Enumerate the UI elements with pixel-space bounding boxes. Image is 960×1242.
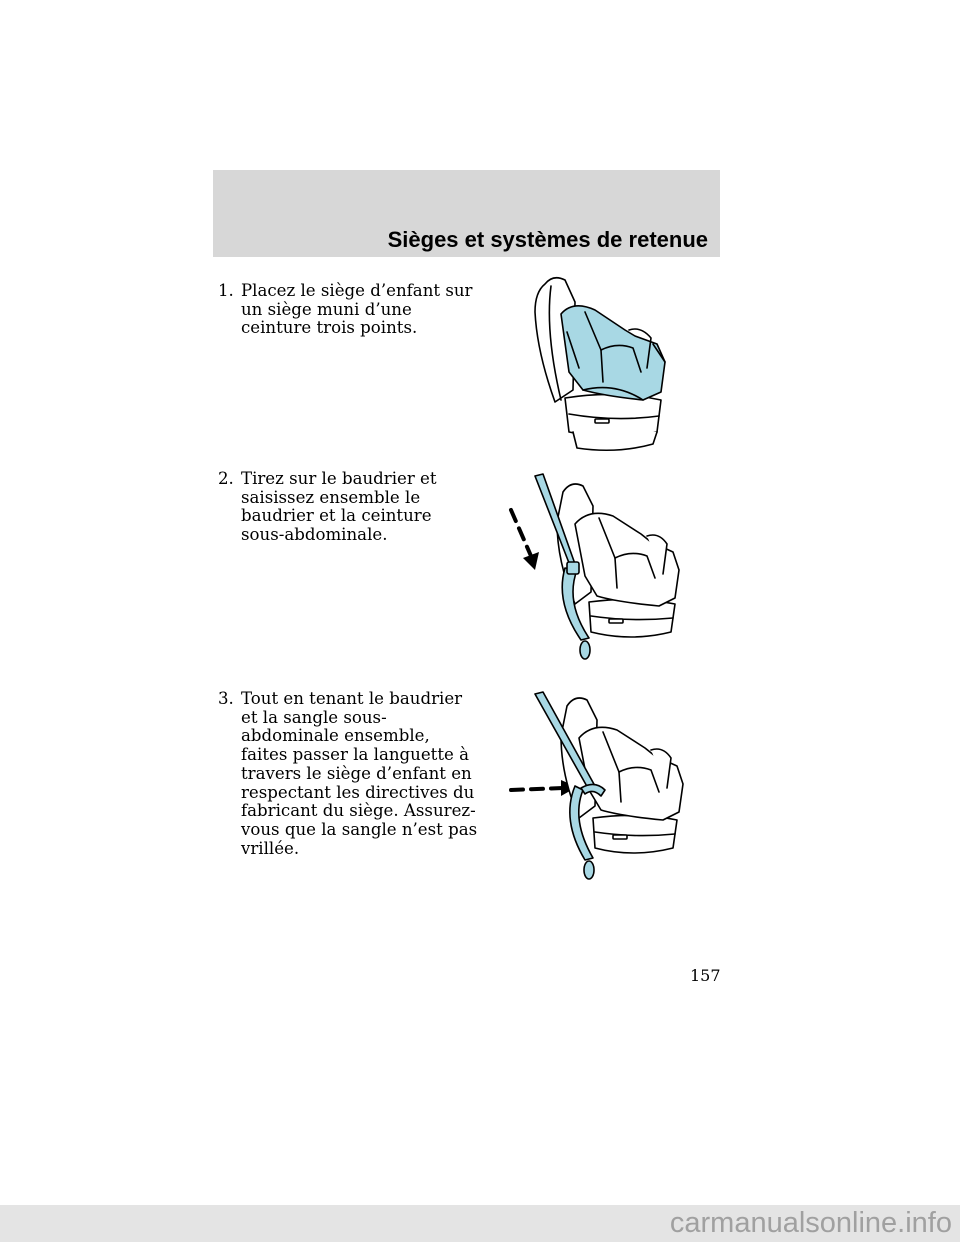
step-2-number: 2.	[218, 469, 234, 488]
page-number: 157	[690, 966, 721, 985]
arrow-down-icon	[511, 510, 539, 570]
step-2-text: Tirez sur le baudrier et saisissez ensemble le baudrier et la ceinture sous-abdominale.	[241, 469, 437, 545]
figure-child-seat-placed	[525, 272, 675, 454]
section-title: Sièges et systèmes de retenue	[387, 227, 708, 252]
step-1-text: Placez le siège d’enfant sur un siège muni d’une ceinture trois points.	[241, 281, 473, 338]
step-2	[218, 470, 478, 545]
figure-route-belt	[505, 690, 685, 882]
step-3	[218, 690, 478, 858]
step-3-number: 3.	[218, 689, 234, 708]
figure-pull-belt	[505, 472, 685, 662]
step-1-number: 1.	[218, 281, 234, 300]
step-1	[218, 282, 478, 338]
step-3-text: Tout en tenant le baudrier et la sangle sous-abdominale ensemble, faites passer la languette à travers le siège d’enfant en respectant les directives du fabricant du siège. Assurez-vous que la sangle n’est pas vrillée.	[241, 689, 478, 858]
watermark-text: carmanualsonline.info	[669, 1207, 952, 1239]
watermark	[0, 1205, 960, 1242]
section-header-band	[213, 170, 720, 257]
